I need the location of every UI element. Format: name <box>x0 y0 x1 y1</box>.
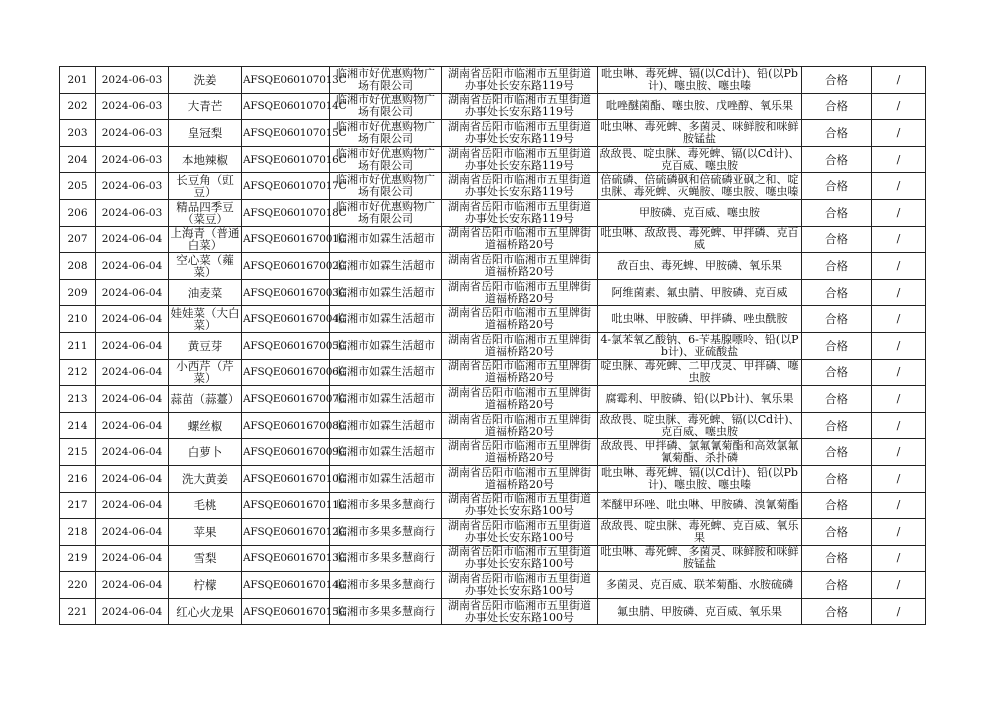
remark-cell: / <box>872 598 926 625</box>
sampled-unit-cell: 临湘市如霖生活超市 <box>330 386 442 413</box>
table-row <box>60 173 926 200</box>
sample-date-cell: 2024-06-03 <box>96 146 169 173</box>
sample-code-cell: AFSQE060107015C <box>242 120 330 147</box>
row-number-cell: 215 <box>60 439 96 466</box>
row-number-cell: 209 <box>60 279 96 306</box>
remark-cell: / <box>872 93 926 120</box>
table-row <box>60 572 926 599</box>
unit-address-cell: 湖南省岳阳市临湘市五里街道办事处长安东路100号 <box>442 572 598 599</box>
sample-code-cell: AFSQE060167008C <box>242 412 330 439</box>
sample-date-cell: 2024-06-04 <box>96 572 169 599</box>
sample-name-cell: 精品四季豆（菜豆） <box>169 199 242 226</box>
test-result-cell: 合格 <box>802 412 872 439</box>
table-row <box>60 306 926 333</box>
sample-date-cell: 2024-06-04 <box>96 545 169 572</box>
test-items-cell: 敌百虫、毒死蜱、甲胺磷、氧乐果 <box>598 253 802 280</box>
sample-name-cell: 上海青（普通白菜） <box>170 226 240 253</box>
test-items-cell: 啶虫脒、毒死蜱、二甲戊灵、甲拌磷、噻虫胺 <box>598 359 802 386</box>
sampled-unit-cell: 临湘市如霖生活超市 <box>330 253 442 280</box>
test-items-cell: 氟虫腈、甲胺磷、克百威、氧乐果 <box>598 598 802 625</box>
test-items-cell: 敌敌畏、啶虫脒、毒死蜱、镉(以Cd计)、克百威、噻虫胺 <box>599 146 800 172</box>
sample-date-cell: 2024-06-03 <box>96 120 169 147</box>
sampled-unit-cell: 临湘市如霖生活超市 <box>330 412 442 439</box>
row-number-cell: 202 <box>60 93 96 120</box>
row-number-cell: 219 <box>60 545 96 572</box>
unit-address-cell: 湖南省岳阳市临湘市五里街道办事处长安东路100号 <box>442 492 598 519</box>
sampled-unit-cell: 临湘市好优惠购物广场有限公司 <box>330 199 442 226</box>
test-result-cell: 合格 <box>802 173 872 200</box>
remark-cell: / <box>872 199 926 226</box>
unit-address-cell: 湖南省岳阳市临湘市五里牌街道福桥路20号 <box>442 439 598 466</box>
test-result-cell: 合格 <box>802 253 872 280</box>
test-items-cell: 吡虫啉、敌敌畏、毒死蜱、甲拌磷、克百威 <box>598 226 802 253</box>
test-result-cell: 合格 <box>802 67 872 94</box>
row-number-cell: 210 <box>60 306 96 333</box>
test-result-cell: 合格 <box>802 572 872 599</box>
row-number-cell: 207 <box>60 226 96 253</box>
sample-code-cell: AFSQE060167003C <box>242 279 330 306</box>
test-result-cell: 合格 <box>802 439 872 466</box>
sample-code-cell: AFSQE060107017C <box>242 173 330 200</box>
sample-name-cell: 皇冠梨 <box>169 120 242 147</box>
sample-code-cell: AFSQE060167009C <box>242 439 330 466</box>
test-items-cell: 吡虫啉、毒死蜱、多菌灵、咪鲜胺和咪鲜胺锰盐 <box>598 120 802 147</box>
sample-code-cell: AFSQE060167007C <box>242 386 330 413</box>
unit-address-cell: 湖南省岳阳市临湘市五里街道办事处长安东路100号 <box>442 545 598 572</box>
sampled-unit-cell: 临湘市如霖生活超市 <box>330 359 442 386</box>
unit-address-cell: 湖南省岳阳市临湘市五里街道办事处长安东路119号 <box>442 67 598 94</box>
sample-date-cell: 2024-06-04 <box>96 519 169 546</box>
row-number-cell: 203 <box>60 120 96 147</box>
test-result-cell: 合格 <box>802 359 872 386</box>
sample-code-cell: AFSQE060107016C <box>242 146 330 173</box>
sample-code-cell: AFSQE060167002C <box>242 253 330 280</box>
test-result-cell: 合格 <box>802 465 872 492</box>
remark-cell: / <box>872 519 926 546</box>
table-row <box>60 279 926 306</box>
test-result-cell: 合格 <box>802 545 872 572</box>
test-items-cell: 敌敌畏、甲拌磷、氯氟氰菊酯和高效氯氟氰菊酯、杀扑磷 <box>598 439 802 466</box>
test-result-cell: 合格 <box>802 492 872 519</box>
sample-name-cell: 螺丝椒 <box>169 412 242 439</box>
test-items-cell: 阿维菌素、氟虫腈、甲胺磷、克百威 <box>598 279 802 306</box>
sample-code-cell: AFSQE060167015C <box>242 598 330 625</box>
sampled-unit-cell: 临湘市好优惠购物广场有限公司 <box>330 93 442 120</box>
sample-date-cell: 2024-06-03 <box>96 93 169 120</box>
unit-address-cell: 湖南省岳阳市临湘市五里街道办事处长安东路100号 <box>442 519 598 546</box>
row-number-cell: 204 <box>60 146 96 173</box>
test-result-cell: 合格 <box>802 332 872 359</box>
sample-name-cell: 红心火龙果 <box>169 598 242 625</box>
test-result-cell: 合格 <box>802 120 872 147</box>
sample-code-cell: AFSQE060167001C <box>242 226 330 253</box>
table-row <box>60 226 926 253</box>
row-number-cell: 201 <box>60 67 96 94</box>
row-number-cell: 211 <box>60 332 96 359</box>
sample-name-cell: 柠檬 <box>169 572 242 599</box>
sampled-unit-cell: 临湘市多果多慧商行 <box>330 519 442 546</box>
test-items-cell: 敌敌畏、啶虫脒、毒死蜱、克百威、氧乐果 <box>598 519 802 546</box>
sample-date-cell: 2024-06-04 <box>96 465 169 492</box>
unit-address-cell: 湖南省岳阳市临湘市五里街道办事处长安东路119号 <box>442 120 598 147</box>
row-number-cell: 220 <box>60 572 96 599</box>
unit-address-cell: 湖南省岳阳市临湘市五里牌街道福桥路20号 <box>442 465 598 492</box>
sample-date-cell: 2024-06-04 <box>96 412 169 439</box>
sample-date-cell: 2024-06-04 <box>96 332 169 359</box>
remark-cell: / <box>872 492 926 519</box>
sample-name-cell: 油麦菜 <box>169 279 242 306</box>
sample-code-cell: AFSQE060167013C <box>242 545 330 572</box>
remark-cell: / <box>872 332 926 359</box>
sample-date-cell: 2024-06-04 <box>96 386 169 413</box>
test-items-cell: 多菌灵、克百威、联苯菊酯、水胺硫磷 <box>598 572 802 599</box>
test-items-cell: 腐霉利、甲胺磷、铅(以Pb计)、氧乐果 <box>598 386 802 413</box>
sampled-unit-cell: 临湘市如霖生活超市 <box>330 465 442 492</box>
sample-code-cell: AFSQE060167005C <box>242 332 330 359</box>
sample-date-cell: 2024-06-04 <box>96 279 169 306</box>
sampled-unit-cell: 临湘市好优惠购物广场有限公司 <box>330 173 442 200</box>
sample-date-cell: 2024-06-03 <box>96 173 169 200</box>
sample-name-cell: 雪梨 <box>169 545 242 572</box>
remark-cell: / <box>872 120 926 147</box>
unit-address-cell: 湖南省岳阳市临湘市五里牌街道福桥路20号 <box>442 279 598 306</box>
test-items-cell: 吡唑醚菌酯、噻虫胺、戊唑醇、氧乐果 <box>598 93 802 120</box>
sample-code-cell: AFSQE060167006C <box>242 359 330 386</box>
test-result-cell: 合格 <box>802 598 872 625</box>
test-result-cell: 合格 <box>802 199 872 226</box>
sampled-unit-cell: 临湘市如霖生活超市 <box>330 226 442 253</box>
sample-name-cell: 娃娃菜（大白菜） <box>170 306 240 333</box>
sampled-unit-cell: 临湘市如霖生活超市 <box>330 279 442 306</box>
table-row <box>60 519 926 546</box>
row-number-cell: 217 <box>60 492 96 519</box>
sample-code-cell: AFSQE060167011C <box>242 492 330 519</box>
table-row <box>60 439 926 466</box>
table-row <box>60 253 926 280</box>
sample-name-cell: 黄豆芽 <box>169 332 242 359</box>
remark-cell: / <box>872 386 926 413</box>
test-result-cell: 合格 <box>802 519 872 546</box>
sample-date-cell: 2024-06-03 <box>96 67 169 94</box>
unit-address-cell: 湖南省岳阳市临湘市五里街道办事处长安东路119号 <box>442 93 598 120</box>
remark-cell: / <box>872 253 926 280</box>
unit-address-cell: 湖南省岳阳市临湘市五里街道办事处长安东路119号 <box>442 146 598 173</box>
sample-name-cell: 长豆角（豇豆） <box>169 173 242 200</box>
sample-date-cell: 2024-06-04 <box>96 359 169 386</box>
row-number-cell: 212 <box>60 359 96 386</box>
unit-address-cell: 湖南省岳阳市临湘市五里牌街道福桥路20号 <box>442 332 598 359</box>
remark-cell: / <box>872 226 926 253</box>
test-result-cell: 合格 <box>802 279 872 306</box>
sample-code-cell: AFSQE060107014C <box>242 93 330 120</box>
test-items-cell: 吡虫啉、毒死蜱、镉(以Cd计)、铅(以Pb计)、噻虫胺、噻虫嗪 <box>598 465 802 492</box>
unit-address-cell: 湖南省岳阳市临湘市五里牌街道福桥路20号 <box>442 253 598 280</box>
unit-address-cell: 湖南省岳阳市临湘市五里牌街道福桥路20号 <box>442 306 598 333</box>
sample-name-cell: 蒜苗（蒜薹） <box>169 386 242 413</box>
row-number-cell: 221 <box>60 598 96 625</box>
sample-code-cell: AFSQE060167014C <box>242 572 330 599</box>
remark-cell: / <box>872 439 926 466</box>
unit-address-cell: 湖南省岳阳市临湘市五里街道办事处长安东路119号 <box>442 173 598 200</box>
sample-name-cell: 洗大黄姜 <box>169 465 242 492</box>
sample-name-cell: 本地辣椒 <box>169 146 242 173</box>
sample-code-cell: AFSQE060167010C <box>242 465 330 492</box>
sampled-unit-cell: 临湘市好优惠购物广场有限公司 <box>330 120 442 147</box>
test-items-cell: 吡虫啉、毒死蜱、镉(以Cd计)、铅(以Pb计)、噻虫胺、噻虫嗪 <box>598 67 802 94</box>
sample-name-cell: 苹果 <box>169 519 242 546</box>
test-result-cell: 合格 <box>802 386 872 413</box>
row-number-cell: 206 <box>60 199 96 226</box>
remark-cell: / <box>872 67 926 94</box>
table-row <box>60 545 926 572</box>
test-items-cell: 甲胺磷、克百威、噻虫胺 <box>598 199 802 226</box>
sample-name-cell: 小西芹（芹菜） <box>169 359 242 386</box>
remark-cell: / <box>872 146 926 173</box>
sampled-unit-cell: 临湘市多果多慧商行 <box>330 572 442 599</box>
row-number-cell: 214 <box>60 412 96 439</box>
remark-cell: / <box>872 306 926 333</box>
unit-address-cell: 湖南省岳阳市临湘市五里街道办事处长安东路119号 <box>442 199 598 226</box>
row-number-cell: 213 <box>60 386 96 413</box>
table-row <box>60 67 926 94</box>
sample-name-cell: 毛桃 <box>169 492 242 519</box>
sampled-unit-cell: 临湘市多果多慧商行 <box>330 492 442 519</box>
table-row <box>60 146 926 173</box>
sample-name-cell: 白萝卜 <box>169 439 242 466</box>
remark-cell: / <box>872 359 926 386</box>
sample-date-cell: 2024-06-04 <box>96 253 169 280</box>
test-items-cell: 倍硫磷、倍硫磷砜和倍硫磷亚砜之和、啶虫脒、毒死蜱、灭蝇胺、噻虫胺、噻虫嗪 <box>598 173 802 200</box>
sample-name-cell: 洗姜 <box>169 67 242 94</box>
sample-code-cell: AFSQE060107013C <box>242 67 330 94</box>
unit-address-cell: 湖南省岳阳市临湘市五里牌街道福桥路20号 <box>442 386 598 413</box>
sample-code-cell: AFSQE060107018C <box>242 199 330 226</box>
sampled-unit-cell: 临湘市如霖生活超市 <box>330 439 442 466</box>
sampled-unit-cell: 临湘市好优惠购物广场有限公司 <box>330 146 442 173</box>
sampled-unit-cell: 临湘市好优惠购物广场有限公司 <box>330 67 442 94</box>
sampled-unit-cell: 临湘市如霖生活超市 <box>330 332 442 359</box>
remark-cell: / <box>872 545 926 572</box>
unit-address-cell: 湖南省岳阳市临湘市五里牌街道福桥路20号 <box>442 359 598 386</box>
row-number-cell: 208 <box>60 253 96 280</box>
remark-cell: / <box>872 279 926 306</box>
sample-name-cell: 大青芒 <box>169 93 242 120</box>
table-row <box>60 120 926 147</box>
table-row <box>60 386 926 413</box>
row-number-cell: 218 <box>60 519 96 546</box>
test-items-cell: 4-氯苯氧乙酸钠、6-苄基腺嘌呤、铅(以Pb计)、亚硫酸盐 <box>598 332 802 359</box>
table-body <box>60 67 926 625</box>
test-result-cell: 合格 <box>802 93 872 120</box>
row-number-cell: 216 <box>60 465 96 492</box>
table-row <box>60 492 926 519</box>
unit-address-cell: 湖南省岳阳市临湘市五里牌街道福桥路20号 <box>442 226 598 253</box>
sampled-unit-cell: 临湘市多果多慧商行 <box>330 545 442 572</box>
unit-address-cell: 湖南省岳阳市临湘市五里街道办事处长安东路100号 <box>442 598 598 625</box>
sample-name-cell: 空心菜（蕹菜） <box>169 253 242 280</box>
table-row <box>60 332 926 359</box>
test-items-cell: 吡虫啉、毒死蜱、多菌灵、咪鲜胺和咪鲜胺锰盐 <box>598 545 802 572</box>
sample-code-cell: AFSQE060167004C <box>242 306 330 333</box>
test-items-cell: 苯醚甲环唑、吡虫啉、甲胺磷、溴氰菊酯 <box>598 492 802 519</box>
inspection-table <box>59 66 926 625</box>
table-row <box>60 465 926 492</box>
sampled-unit-cell: 临湘市多果多慧商行 <box>330 598 442 625</box>
table-row <box>60 93 926 120</box>
table-row <box>60 412 926 439</box>
sample-date-cell: 2024-06-04 <box>96 598 169 625</box>
sample-date-cell: 2024-06-04 <box>96 492 169 519</box>
remark-cell: / <box>872 173 926 200</box>
sample-date-cell: 2024-06-04 <box>96 306 169 333</box>
test-items-cell: 吡虫啉、甲胺磷、甲拌磷、唑虫酰胺 <box>598 306 802 333</box>
row-number-cell: 205 <box>60 173 96 200</box>
sample-date-cell: 2024-06-03 <box>96 199 169 226</box>
sample-code-cell: AFSQE060167012C <box>242 519 330 546</box>
test-result-cell: 合格 <box>802 146 872 173</box>
sampled-unit-cell: 临湘市如霖生活超市 <box>330 306 442 333</box>
remark-cell: / <box>872 465 926 492</box>
test-result-cell: 合格 <box>802 306 872 333</box>
table-row <box>60 359 926 386</box>
test-result-cell: 合格 <box>802 226 872 253</box>
sample-date-cell: 2024-06-04 <box>96 439 169 466</box>
sample-date-cell: 2024-06-04 <box>96 226 169 253</box>
test-items-cell: 敌敌畏、啶虫脒、毒死蜱、镉(以Cd计)、克百威、噻虫胺 <box>599 412 800 438</box>
remark-cell: / <box>872 412 926 439</box>
unit-address-cell: 湖南省岳阳市临湘市五里牌街道福桥路20号 <box>442 412 598 439</box>
table-row <box>60 598 926 625</box>
table-row <box>60 199 926 226</box>
remark-cell: / <box>872 572 926 599</box>
